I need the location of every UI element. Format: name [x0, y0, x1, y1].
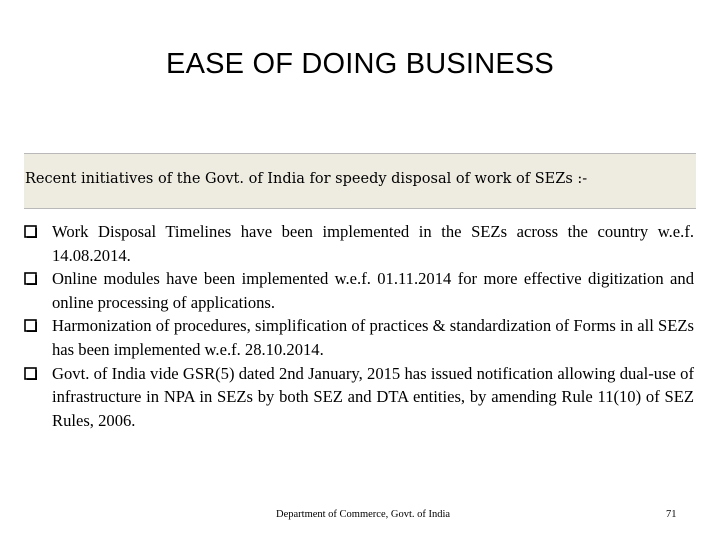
list-item — [24, 314, 694, 361]
slide-title: EASE OF DOING BUSINESS — [166, 48, 554, 80]
initiatives-list — [24, 220, 694, 432]
checkbox-icon — [24, 272, 37, 285]
list-item — [24, 362, 694, 433]
list-item — [24, 267, 694, 314]
checkbox-icon — [24, 225, 37, 238]
checkbox-icon — [24, 367, 37, 380]
list-item-text: Online modules have been implemented w.e.f. 01.11.2014 for more effective digitization and online processing of applications. — [52, 269, 694, 312]
list-item-text: Govt. of India vide GSR(5) dated 2nd January, 2015 has issued notification allowing dual-use of infrastructure in NPA in SEZs by both SEZ and DTA entities, by amending Rule 11(10) of SEZ Rules, 2006. — [52, 363, 694, 430]
checkbox-icon — [24, 319, 37, 332]
list-item-text: Harmonization of procedures, simplification of practices & standardization of Forms in all SEZs has been implemented w.e.f. 28.10.2014. — [52, 316, 694, 359]
page-number: 71 — [666, 509, 677, 520]
initiatives-heading-box — [24, 153, 696, 209]
initiatives-heading: Recent initiatives of the Govt. of India for speedy disposal of work of SEZs :- — [25, 171, 588, 187]
list-item-text: Work Disposal Timelines have been implemented in the SEZs across the country w.e.f. 14.08.2014. — [52, 222, 694, 265]
footer-department: Department of Commerce, Govt. of India — [276, 509, 451, 520]
list-item — [24, 220, 694, 267]
